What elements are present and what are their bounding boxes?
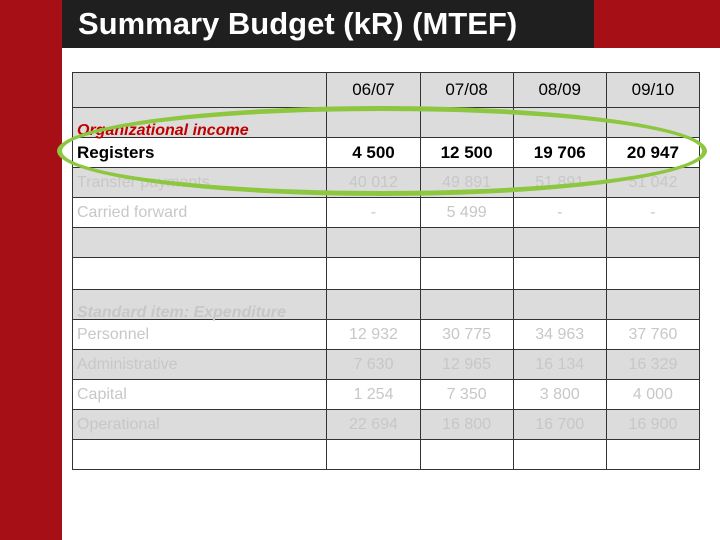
section-heading-expenditure: Standard item: Expenditure [73,290,327,320]
section-heading-income: Organizational income [73,108,327,138]
row-value: 16 900 [606,410,699,440]
row-value: 1 254 [327,380,420,410]
table-row-empty [73,440,700,470]
row-value: 4 500 [327,138,420,168]
row-value: 12 965 [420,350,513,380]
row-value: 51 891 [513,168,606,198]
header-label-cell [73,73,327,108]
row-label: Carried forward [73,198,327,228]
row-value: 49 891 [420,168,513,198]
row-label: Capital [73,380,327,410]
row-value: 16 800 [420,410,513,440]
slide-title: Summary Budget (kR) (MTEF) [62,0,594,48]
column-header: 06/07 [327,73,420,108]
row-value: - [513,198,606,228]
table-row-capital [73,380,700,410]
budget-table [72,72,700,470]
table-row-transfer-payments [73,168,700,198]
row-value: 12 500 [420,138,513,168]
section-row-income [73,108,700,138]
column-header: 09/10 [606,73,699,108]
row-value: 34 963 [513,320,606,350]
row-label: Operational [73,410,327,440]
row-value: 12 932 [327,320,420,350]
row-value: 16 700 [513,410,606,440]
row-value: 3 800 [513,380,606,410]
column-header: 08/09 [513,73,606,108]
row-value: 20 947 [606,138,699,168]
row-value: 19 706 [513,138,606,168]
row-label: Administrative [73,350,327,380]
row-value: 30 775 [420,320,513,350]
section-row-expenditure [73,290,700,320]
table-row-operational [73,410,700,440]
row-label: Registers [73,138,327,168]
row-value: - [606,198,699,228]
row-value: 5 499 [420,198,513,228]
left-accent-bar [0,0,62,540]
table-row-empty [73,258,700,290]
row-label: Personnel [73,320,327,350]
header-row [73,73,700,108]
table-row-carried-forward [73,198,700,228]
row-value: 7 350 [420,380,513,410]
row-value: - [327,198,420,228]
row-label: Transfer payments [73,168,327,198]
table-row-registers [73,138,700,168]
table-row-personnel [73,320,700,350]
table-row-administrative [73,350,700,380]
row-value: 22 694 [327,410,420,440]
row-value: 4 000 [606,380,699,410]
row-value: 7 630 [327,350,420,380]
table-row-empty [73,228,700,258]
row-value: 16 134 [513,350,606,380]
row-value: 37 760 [606,320,699,350]
column-header: 07/08 [420,73,513,108]
row-value: 51 042 [606,168,699,198]
row-value: 16 329 [606,350,699,380]
row-value: 40 012 [327,168,420,198]
